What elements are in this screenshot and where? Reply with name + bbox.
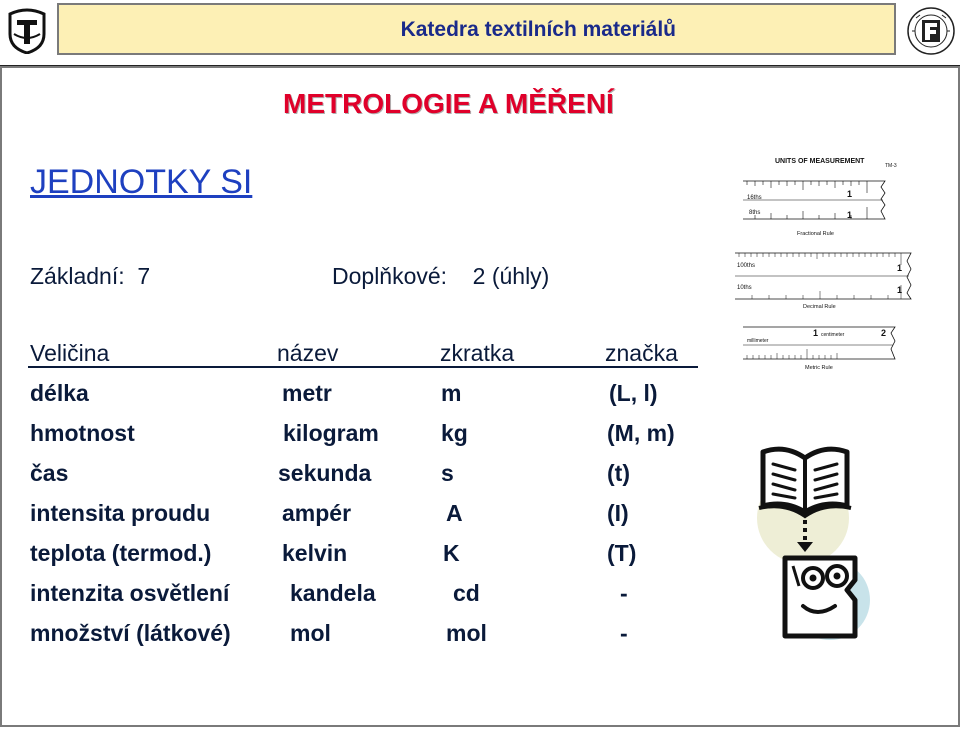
table-cell-quantity: čas — [30, 460, 69, 486]
basic-units-count — [30, 263, 150, 290]
open-book-icon — [759, 449, 851, 516]
table-cell-quantity: hmotnost — [30, 420, 135, 446]
table-cell-abbr: kg — [441, 420, 468, 446]
table-cell-quantity: intensita proudu — [30, 500, 211, 526]
table-cell-name: mol — [290, 620, 331, 646]
column-header-symbol: značka — [605, 340, 678, 366]
table-cell-quantity: délka — [30, 380, 89, 406]
metric-rule — [743, 327, 895, 371]
table-cell-name: ampér — [282, 500, 352, 526]
decimal-mark: 1 — [897, 285, 903, 295]
department-title: Katedra textilních materiálů — [400, 18, 676, 41]
table-cell-quantity: intenzita osvětlení — [30, 580, 230, 606]
table-cell-name: kelvin — [282, 540, 348, 566]
metric-row1: millimeter — [747, 338, 769, 344]
metric-caption: Metric Rule — [805, 365, 833, 371]
table-cell-abbr: K — [443, 540, 460, 566]
university-logo-icon — [6, 8, 48, 54]
fractional-caption: Fractional Rule — [797, 231, 834, 237]
table-cell-name: metr — [282, 380, 332, 406]
supplementary-label: Doplňkové: — [332, 263, 448, 289]
table-cell-symbol: (L, l) — [609, 380, 658, 406]
basic-value: 7 — [137, 263, 151, 289]
decimal-caption: Decimal Rule — [803, 304, 836, 310]
section-heading: JEDNOTKY SI — [30, 163, 253, 201]
reading-face-icon — [785, 558, 855, 636]
fractional-mark: 1 — [847, 189, 853, 199]
table-cell-abbr: mol — [446, 620, 487, 646]
units-of-measurement-illustration — [735, 155, 935, 425]
table-cell-name: kandela — [290, 580, 376, 606]
supplementary-value: 2 (úhly) — [472, 263, 550, 289]
table-cell-symbol: - — [620, 620, 628, 646]
decimal-mark: 1 — [897, 263, 903, 273]
faculty-seal-icon — [906, 6, 956, 56]
decimal-rule — [735, 253, 911, 310]
decimal-row2: 10ths — [737, 285, 752, 291]
table-cell-symbol: (I) — [607, 500, 629, 526]
fractional-mark: 1 — [847, 210, 853, 220]
illustration-tag: TM-3 — [885, 163, 897, 169]
metric-mark-1: 1 — [813, 328, 819, 338]
table-cell-abbr: s — [441, 460, 454, 486]
table-cell-symbol: (t) — [607, 460, 630, 486]
column-header-abbr: zkratka — [440, 340, 515, 366]
fractional-row1: 16ths — [747, 195, 762, 201]
table-cell-abbr: cd — [453, 580, 480, 606]
header-underline — [28, 366, 698, 368]
reading-clipart — [755, 440, 885, 640]
column-header-name: název — [277, 340, 339, 366]
decimal-row1: 100ths — [737, 263, 756, 269]
illustration-title: UNITS OF MEASUREMENT — [775, 158, 865, 165]
table-cell-symbol: (T) — [607, 540, 637, 566]
slide-title: METROLOGIE A MĚŘENÍ — [283, 88, 614, 119]
table-cell-abbr: m — [441, 380, 462, 406]
table-cell-name: kilogram — [283, 420, 379, 446]
metric-mark-2: 2 — [881, 328, 887, 338]
fractional-rule — [743, 181, 885, 237]
table-cell-symbol: - — [620, 580, 628, 606]
header-banner — [57, 3, 896, 55]
fractional-row2: 8ths — [749, 210, 761, 216]
metric-unit: centimeter — [821, 332, 845, 338]
table-cell-quantity: teplota (termod.) — [30, 540, 212, 566]
table-cell-abbr: A — [446, 500, 463, 526]
column-header-quantity: Veličina — [30, 340, 110, 366]
supplementary-units-count — [332, 263, 549, 290]
table-cell-symbol: (M, m) — [607, 420, 675, 446]
table-cell-quantity: množství (látkové) — [30, 620, 231, 646]
basic-label: Základní: — [30, 263, 125, 289]
table-cell-name: sekunda — [278, 460, 372, 486]
